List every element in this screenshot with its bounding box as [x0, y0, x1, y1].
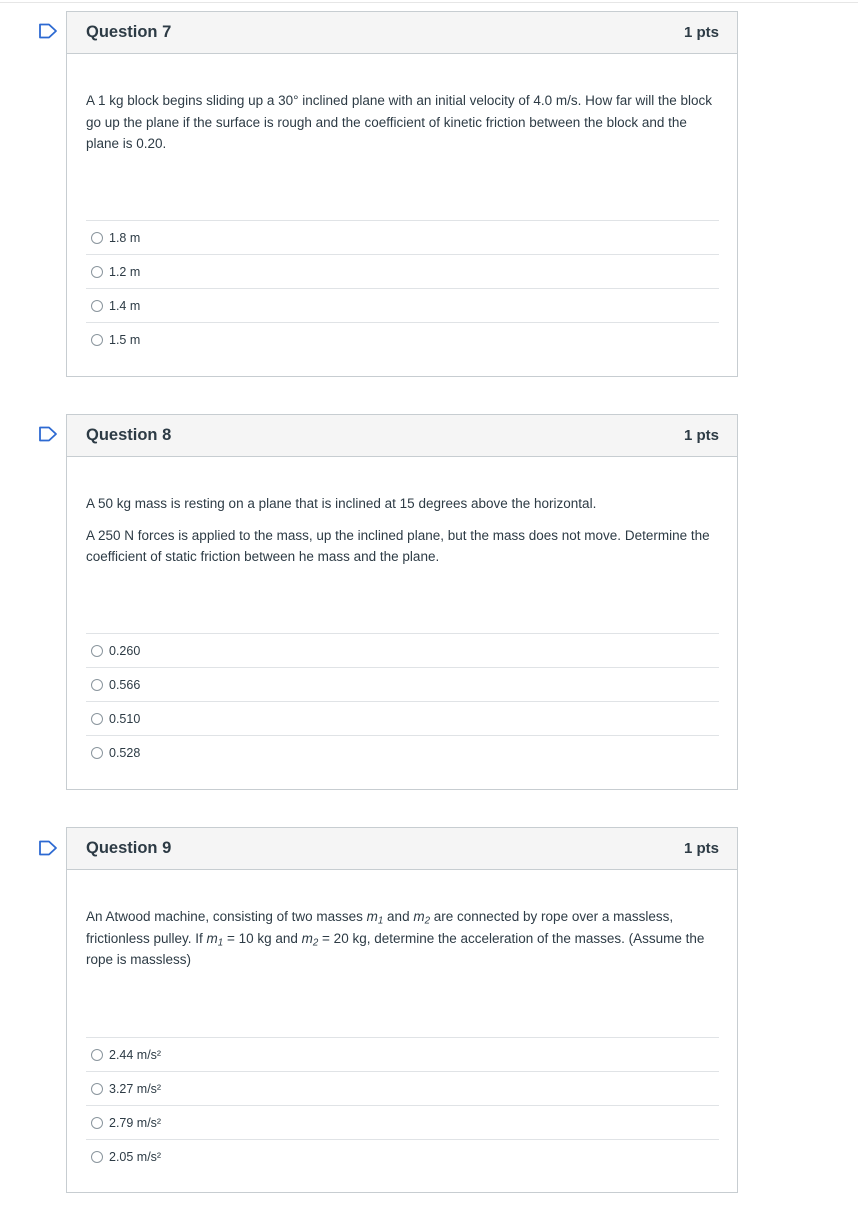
- mass-m1-symbol: [207, 931, 224, 946]
- answer-option[interactable]: [86, 736, 719, 770]
- answer-option[interactable]: [86, 702, 719, 736]
- answer-option[interactable]: [86, 668, 719, 702]
- flag-question-8-icon[interactable]: [38, 426, 58, 442]
- math-base: m: [366, 909, 378, 924]
- answer-label[interactable]: 1.4 m: [109, 298, 141, 313]
- math-subscript: 2: [424, 915, 430, 927]
- answer-option[interactable]: [86, 1106, 719, 1140]
- math-subscript: 1: [377, 915, 384, 927]
- math-base: m: [413, 909, 425, 924]
- answer-option[interactable]: [86, 255, 719, 289]
- answer-label[interactable]: 1.2 m: [109, 264, 141, 279]
- radio-unchecked-icon[interactable]: [91, 334, 103, 346]
- question-text-paragraph: A 250 N forces is applied to the mass, up the inclined plane, but the mass does not move. Determine the coefficient of static friction between he mass and the plane.: [86, 527, 710, 564]
- text-segment: and: [383, 909, 414, 924]
- question-text: [86, 870, 719, 1000]
- text-segment: are connected by rope over a massless, frictionless pulley. If: [86, 909, 674, 946]
- question-9: [66, 827, 738, 1193]
- question-header: [67, 828, 737, 870]
- answer-list: [86, 1037, 719, 1174]
- radio-unchecked-icon[interactable]: [91, 1117, 103, 1129]
- answer-list: [86, 633, 719, 770]
- radio-unchecked-icon[interactable]: [91, 713, 103, 725]
- answer-option[interactable]: [86, 1140, 719, 1174]
- answer-label[interactable]: 0.260: [109, 643, 141, 658]
- flag-question-7-icon[interactable]: [38, 23, 58, 39]
- answer-label[interactable]: 0.566: [109, 677, 141, 692]
- top-divider: [0, 2, 858, 3]
- question-title: Question 9: [86, 839, 172, 857]
- answer-option[interactable]: [86, 221, 719, 255]
- radio-unchecked-icon[interactable]: [91, 300, 103, 312]
- radio-unchecked-icon[interactable]: [91, 1151, 103, 1163]
- question-text: [86, 54, 719, 183]
- question-text: [86, 457, 719, 588]
- radio-unchecked-icon[interactable]: [91, 266, 103, 278]
- question-title: Question 8: [86, 426, 172, 444]
- answer-label[interactable]: 3.27 m/s²: [109, 1081, 162, 1096]
- radio-unchecked-icon[interactable]: [91, 747, 103, 759]
- answer-label[interactable]: 2.79 m/s²: [109, 1115, 162, 1130]
- text-segment: = 10 kg and: [223, 930, 302, 946]
- answer-option[interactable]: [86, 634, 719, 668]
- question-title: Question 7: [86, 23, 172, 41]
- question-points: 1 pts: [683, 24, 719, 41]
- answer-option[interactable]: [86, 289, 719, 323]
- text-segment: An Atwood machine, consisting of two masses: [86, 909, 367, 924]
- mass-m2-symbol: [302, 931, 319, 946]
- question-points: 1 pts: [683, 840, 719, 857]
- question-7: [66, 11, 738, 377]
- radio-unchecked-icon[interactable]: [91, 232, 103, 244]
- question-text-paragraph: A 50 kg mass is resting on a plane that is inclined at 15 degrees above the horizontal.: [86, 496, 597, 511]
- math-subscript: 2: [312, 936, 319, 948]
- mass-m2-symbol: [413, 909, 430, 927]
- answer-list: [86, 220, 719, 357]
- answer-label[interactable]: 1.8 m: [109, 230, 141, 245]
- answer-option[interactable]: [86, 323, 719, 357]
- answer-label[interactable]: 0.510: [109, 711, 141, 726]
- flag-question-9-icon[interactable]: [38, 840, 58, 856]
- answer-option[interactable]: [86, 1072, 719, 1106]
- math-base: m: [206, 930, 218, 946]
- question-header: [67, 12, 737, 54]
- answer-option[interactable]: [86, 1038, 719, 1072]
- math-base: m: [301, 930, 313, 946]
- question-text-paragraph: [86, 906, 719, 971]
- math-subscript: 1: [217, 936, 224, 948]
- radio-unchecked-icon[interactable]: [91, 1049, 103, 1061]
- answer-label[interactable]: 1.5 m: [109, 333, 141, 347]
- answer-label[interactable]: 2.05 m/s²: [109, 1150, 162, 1164]
- answer-label[interactable]: 2.44 m/s²: [109, 1047, 162, 1062]
- radio-unchecked-icon[interactable]: [91, 1083, 103, 1095]
- radio-unchecked-icon[interactable]: [91, 679, 103, 691]
- question-8: [66, 414, 738, 790]
- question-text-paragraph: A 1 kg block begins sliding up a 30° inclined plane with an initial velocity of 4.0 m/s. How far will the block go up the plane if the surface is rough and the coefficient of kinetic friction between the block and the plane is 0.20.: [86, 93, 712, 151]
- question-points: 1 pts: [683, 427, 719, 444]
- question-header: [67, 415, 737, 457]
- text-segment: = 20 kg, determine the acceleration of the masses. (Assume the rope is massless): [86, 930, 705, 967]
- answer-label[interactable]: 0.528: [109, 746, 141, 760]
- radio-unchecked-icon[interactable]: [91, 645, 103, 657]
- mass-m1-symbol: [366, 909, 384, 927]
